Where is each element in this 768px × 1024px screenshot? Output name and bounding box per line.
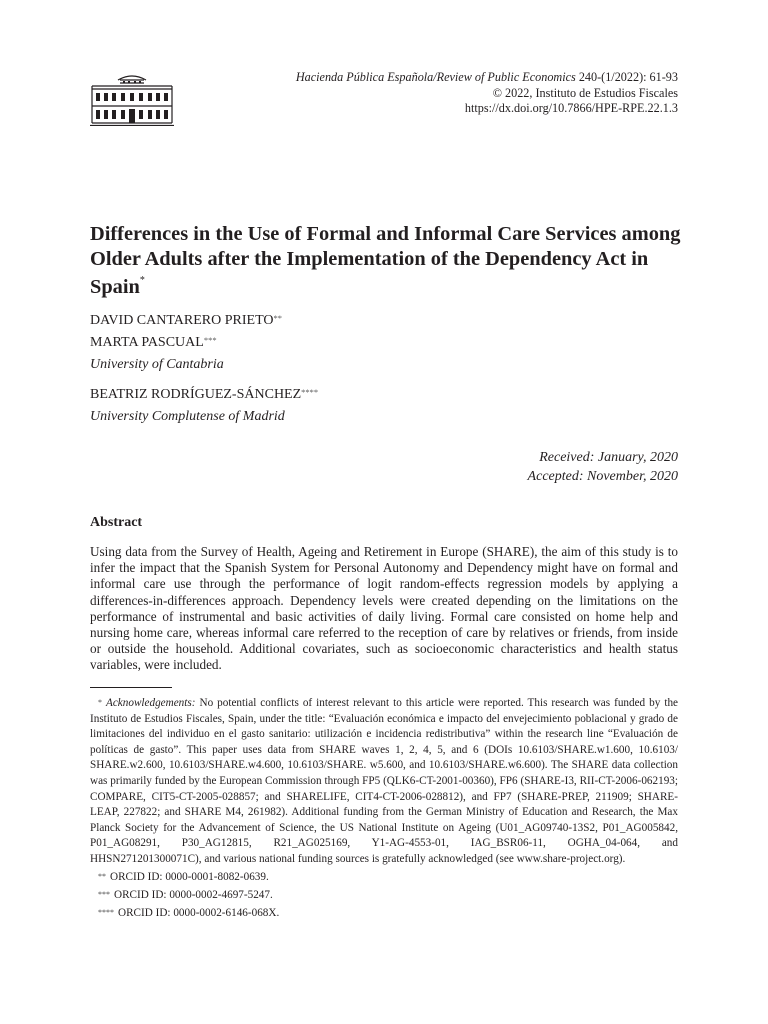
footnote-rule — [90, 687, 172, 688]
author-1-name: DAVID CANTARERO PRIETO — [90, 313, 274, 328]
abstract-heading: Abstract — [90, 515, 143, 530]
author-3-name: BEATRIZ RODRÍGUEZ-SÁNCHEZ — [90, 387, 302, 402]
author-block — [90, 310, 690, 428]
journal-building-logo — [90, 70, 174, 126]
author-3-mark: **** — [301, 387, 319, 397]
ack-label: Acknowledgements: — [106, 697, 196, 709]
orcid-1-mark: ** — [98, 872, 106, 882]
received-date: Received: January, 2020 — [539, 450, 678, 465]
author-name — [90, 332, 690, 354]
author-2-name: MARTA PASCUAL — [90, 335, 204, 350]
journal-name: Hacienda Pública Española/Review of Public Economics — [295, 70, 576, 84]
article-title-text: Differences in the Use of Formal and Informal Care Services among Older Adults after the Implementation of the Dependency Act in Spain — [90, 223, 681, 298]
orcid-footnote — [90, 870, 678, 886]
acknowledgements-footnote — [90, 696, 678, 868]
orcid-3-mark: **** — [98, 908, 114, 918]
affiliation-cantabria: University of Cantabria — [90, 357, 224, 372]
accepted-date: Accepted: November, 2020 — [527, 469, 678, 484]
abstract-text: Using data from the Survey of Health, Ageing and Retirement in Europe (SHARE), the aim of this study is to infer the impact that the Spanish System for Personal Autonomy and Dependency might have on formal and informal care use through the performance of logit random-effects regression models by applying a differences-in-differences approach. Dependency levels were created depending on the limitations on the performance of instrumental and basic activities of daily living. Formal care consisted on home help and nursing home care, whereas informal care referred to the reception of care by relatives or friends, from inside or outside the household. Additional covariates, such as socioeconomic characteristics and health status variables, were included. — [90, 544, 678, 673]
orcid-2-mark: *** — [98, 890, 110, 900]
author-name — [90, 310, 690, 332]
submission-dates — [378, 448, 678, 486]
orcid-footnote — [90, 888, 678, 904]
author-1-mark: ** — [273, 313, 282, 323]
journal-header — [218, 70, 678, 117]
journal-citation — [218, 70, 678, 86]
orcid-footnote — [90, 906, 678, 922]
author-spacer — [90, 376, 690, 384]
author-name — [90, 384, 690, 406]
article-title — [90, 222, 690, 299]
author-2-mark: *** — [203, 335, 217, 345]
ack-footnote-mark: * — [98, 698, 102, 707]
orcid-2-text: ORCID ID: 0000-0002-4697-5247. — [114, 889, 273, 902]
journal-copyright: © 2022, Instituto de Estudios Fiscales — [492, 85, 678, 100]
footnotes — [90, 696, 678, 924]
orcid-1-text: ORCID ID: 0000-0001-8082-0639. — [110, 871, 269, 884]
orcid-3-text: ORCID ID: 0000-0002-6146-068X. — [118, 907, 280, 920]
ack-text: No potential conflicts of interest relevant to this article were reported. This research was funded by the Instituto de Estudios Fiscales, Spain, under the title: “Evaluación económica e impacto del envejecimiento poblacional y grado de limitaciones del individuo en el gasto sanitario: utilización e incidencia redistributiva” within the research line “Evaluación de políticas de gasto”. This paper uses data from SHARE waves 1, 2, 4, 5, and 6 (DOIs 10.6103/SHARE.w1.600, 10.6103/ SHARE.w2.600, 10.6103/SHARE.w4.600, 10.6103/SHARE. w5.600, and 10.6103/SHARE.w6.600). The SHARE data collection was primarily funded by the European Commission through FP5 (QLK6-CT-2001-00360), FP6 (SHARE-I3, RII-CT-2006-062193; COMPARE, CIT5-CT-2005-028857; and SHARELIFE, CIT4-CT-2006-028812), and FP7 (SHARE-PREP, 211909; SHARE-LEAP, 227822; and SHARE M4, 261982). Additional funding from the German Ministry of Education and Research, the Max Planck Society for the Advancement of Science, the US National Institute on Ageing (U01_AG09740-13S2, P01_AG005842, P01_AG08291, P30_AG12815, R21_AG025169, Y1-AG-4553-01, IAG_BSR06-11, OGHA_04-064, and HHSN271201300071C), and various national funding sources is gratefully acknowledged (see www.share-project.org). — [90, 697, 679, 865]
affiliation-complutense: University Complutense of Madrid — [90, 409, 285, 424]
journal-doi: https://dx.doi.org/10.7866/HPE-RPE.22.1.3 — [464, 101, 678, 115]
title-footnote-mark: * — [139, 275, 145, 286]
journal-issue: 240-(1/2022): 61-93 — [578, 70, 678, 84]
